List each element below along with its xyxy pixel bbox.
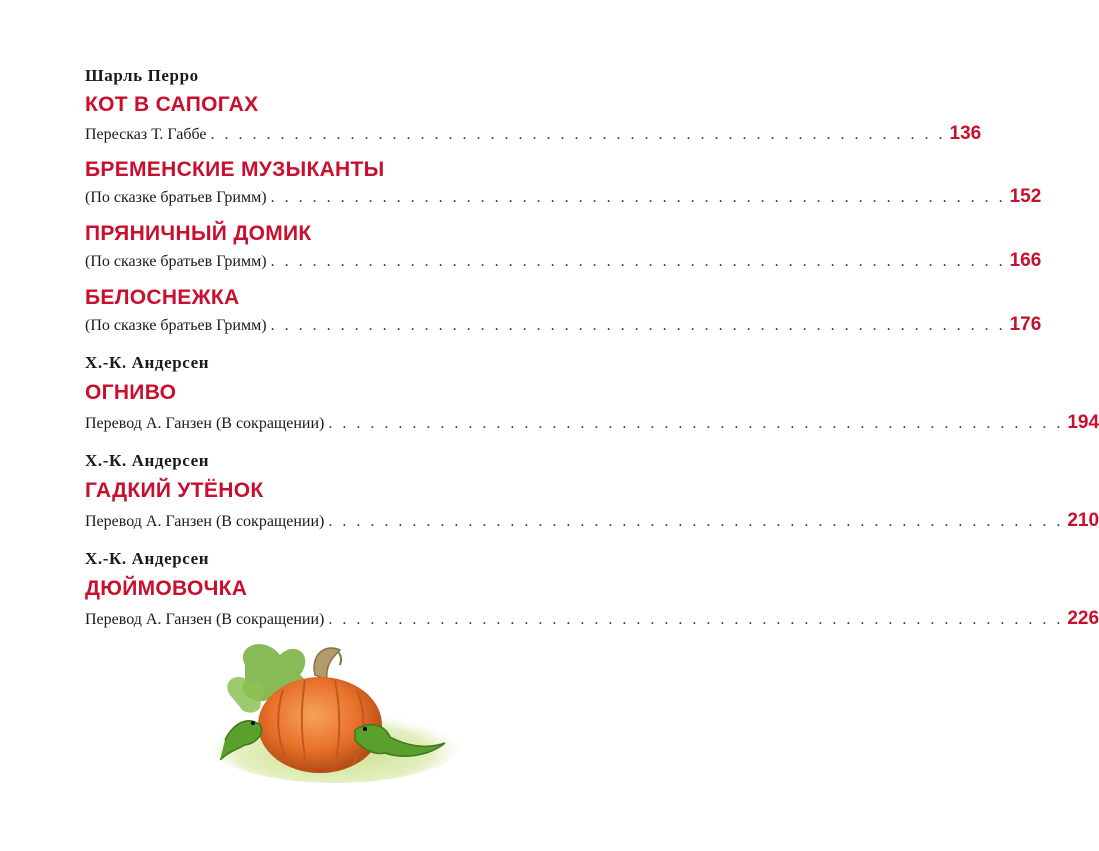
pumpkin-with-lizards-illustration [205, 625, 465, 790]
entry-subtitle: (По сказке братьев Гримм) [85, 189, 267, 206]
entry-title[interactable]: ПРЯНИЧНЫЙ ДОМИК [85, 222, 312, 245]
entry-page-number[interactable]: 210 [1067, 510, 1099, 531]
entry-subtitle: Перевод А. Ганзен (В сокращении) [85, 513, 325, 530]
entry-line [85, 412, 1099, 435]
entry-subtitle: Пересказ Т. Габбе [85, 126, 207, 143]
leader-dots: . . . . . . . . . . . . . . . . . . . . . . . . . . . . . . . . . . . . . . . . . . . . . . . . . . . . . [328, 513, 1064, 530]
table-of-contents [85, 66, 1099, 631]
leader-dots: . . . . . . . . . . . . . . . . . . . . . . . . . . . . . . . . . . . . . . . . . . . . . . . . . . . . . [210, 126, 946, 143]
entry-line [85, 186, 1042, 209]
entry-subtitle: Перевод А. Ганзен (В сокращении) [85, 415, 325, 432]
entry-title[interactable]: БЕЛОСНЕЖКА [85, 286, 240, 309]
entry-line [85, 314, 1042, 337]
entry-author: Х.-К. Андерсен [85, 451, 210, 470]
entry-line [85, 123, 982, 146]
entry-page-number[interactable]: 176 [1009, 314, 1042, 335]
entry-page-number[interactable]: 136 [949, 123, 982, 144]
toc-entry-ugly-duckling [85, 451, 1099, 533]
entry-author: Х.-К. Андерсен [85, 353, 210, 372]
entry-title[interactable]: ДЮЙМОВОЧКА [85, 577, 248, 600]
pumpkin-icon [205, 625, 465, 790]
leader-dots: . . . . . . . . . . . . . . . . . . . . . . . . . . . . . . . . . . . . . . . . . . . . . . . . . . . . . [270, 189, 1006, 206]
entry-line [85, 510, 1099, 533]
entry-page-number[interactable]: 194 [1067, 412, 1099, 433]
toc-entry-thumbelina [85, 549, 1099, 631]
entry-title[interactable]: БРЕМЕНСКИЕ МУЗЫКАНТЫ [85, 158, 385, 181]
entry-author: Х.-К. Андерсен [85, 549, 210, 568]
entry-page-number[interactable]: 166 [1009, 250, 1042, 271]
toc-entry-gingerbread-house [85, 221, 1042, 273]
entry-author: Шарль Перро [85, 66, 199, 85]
entry-title[interactable]: ГАДКИЙ УТЁНОК [85, 479, 264, 502]
entry-page-number[interactable]: 152 [1009, 186, 1042, 207]
leader-dots: . . . . . . . . . . . . . . . . . . . . . . . . . . . . . . . . . . . . . . . . . . . . . . . . . . . . . [328, 415, 1064, 432]
leader-dots: . . . . . . . . . . . . . . . . . . . . . . . . . . . . . . . . . . . . . . . . . . . . . . . . . . . . . [270, 253, 1006, 270]
toc-entry-tinderbox [85, 353, 1099, 435]
toc-entry-snow-white [85, 285, 1042, 337]
entry-page-number[interactable]: 226 [1067, 608, 1099, 629]
toc-entry-puss-in-boots [85, 66, 982, 146]
toc-entry-bremen-musicians [85, 157, 1042, 209]
leader-dots: . . . . . . . . . . . . . . . . . . . . . . . . . . . . . . . . . . . . . . . . . . . . . . . . . . . . . [270, 317, 1006, 334]
leader-dots: . . . . . . . . . . . . . . . . . . . . . . . . . . . . . . . . . . . . . . . . . . . . . . . . . . . . . [328, 611, 1064, 628]
entry-title[interactable]: КОТ В САПОГАХ [85, 93, 259, 116]
entry-line [85, 250, 1042, 273]
entry-subtitle: (По сказке братьев Гримм) [85, 253, 267, 270]
entry-subtitle: (По сказке братьев Гримм) [85, 317, 267, 334]
entry-subtitle: Перевод А. Ганзен (В сокращении) [85, 611, 325, 628]
entry-title[interactable]: ОГНИВО [85, 381, 177, 404]
